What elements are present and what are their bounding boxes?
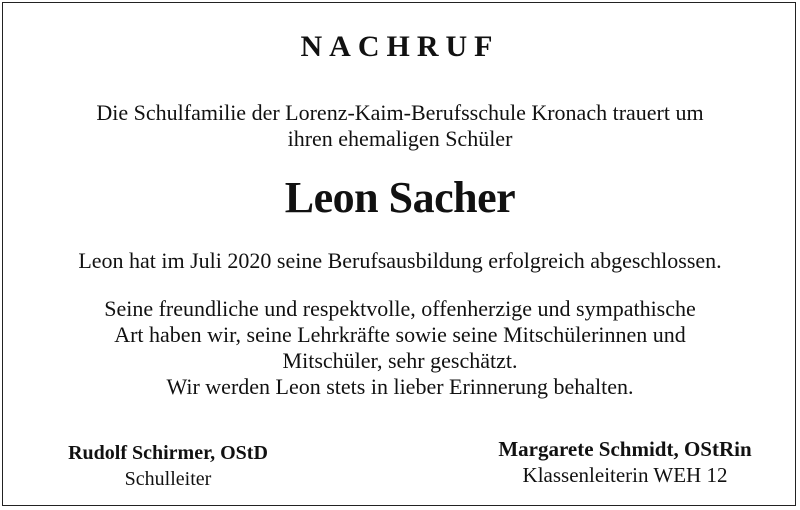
tribute-line-2: Art haben wir, seine Lehrkräfte sowie seine Mitschülerinnen und <box>114 322 686 347</box>
paragraph-graduation: Leon hat im Juli 2020 seine Berufsausbildung erfolgreich abgeschlossen. <box>78 248 722 273</box>
intro-line-2: ihren ehemaligen Schüler <box>287 126 513 151</box>
signature-left <box>30 440 306 492</box>
deceased-name: Leon Sacher <box>284 173 516 222</box>
intro-text <box>0 100 800 152</box>
notice-heading: NACHRUF <box>300 30 500 63</box>
signature-right-role: Klassenleiterin WEH 12 <box>522 463 728 487</box>
signature-right <box>470 436 780 488</box>
tribute-line-1: Seine freundliche und respektvolle, offenherzige und sympathische <box>104 296 696 321</box>
tribute-line-3: Mitschüler, sehr geschätzt. <box>282 348 518 373</box>
tribute-line-4: Wir werden Leon stets in lieber Erinnerung behalten. <box>166 374 634 399</box>
signature-left-name: Rudolf Schirmer, OStD <box>68 442 268 464</box>
intro-line-1: Die Schulfamilie der Lorenz-Kaim-Berufsschule Kronach trauert um <box>96 100 704 125</box>
signature-left-role: Schulleiter <box>124 468 212 490</box>
paragraph-tribute <box>0 296 800 400</box>
signature-right-name: Margarete Schmidt, OStRin <box>498 437 752 461</box>
